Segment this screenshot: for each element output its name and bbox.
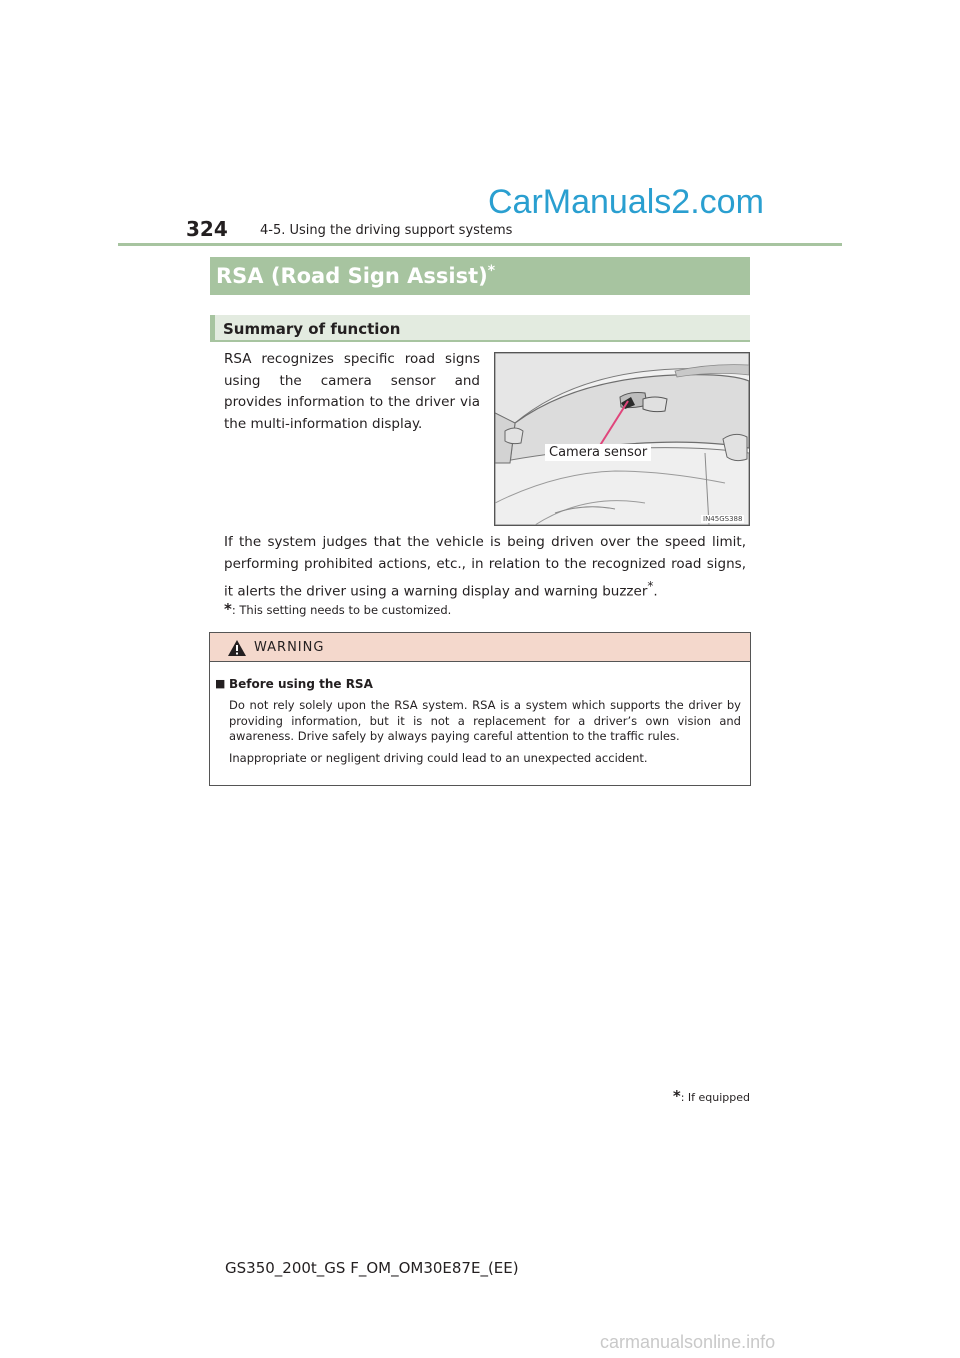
watermark-bottom: carmanualsonline.info <box>600 1332 776 1352</box>
watermark-logo: CarManuals2.com <box>488 183 764 221</box>
body-asterisk: * <box>647 579 654 593</box>
car-windshield-drawing <box>495 353 749 525</box>
warning-label: WARNING <box>254 640 325 655</box>
page-title-text: RSA (Road Sign Assist) <box>216 264 488 288</box>
warning-item-title: Before using the RSA <box>229 677 373 691</box>
equipped-footnote-asterisk: * <box>672 1087 681 1105</box>
equipped-footnote <box>673 1087 750 1105</box>
heading-asterisk: * <box>487 263 496 279</box>
subheading: Summary of function <box>223 320 401 338</box>
body-text: If the system judges that the vehicle is being driven over the speed limit, performing prohibited actions, etc., in relation to the recognized road signs, it alerts the driver using a warning display and warning buzzer <box>224 534 746 600</box>
customize-footnote-asterisk: * <box>224 600 232 618</box>
body-text-end: . <box>653 583 658 600</box>
customize-footnote <box>224 600 451 618</box>
figure-code: IN45GS388 <box>703 515 743 523</box>
document-code: GS350_200t_GS F_OM_OM30E87E_(EE) <box>225 1259 519 1277</box>
header-divider <box>118 243 842 246</box>
warning-bullet: ■ <box>215 677 226 690</box>
camera-sensor-illustration <box>494 352 750 526</box>
camera-sensor-label: Camera sensor <box>545 444 651 461</box>
intro-paragraph: RSA recognizes specific road signs using the camera sensor and provides information to the driver via the multi-information display. <box>224 351 480 432</box>
page-title <box>216 263 495 288</box>
equipped-footnote-text: : If equipped <box>680 1091 750 1104</box>
customize-footnote-text: : This setting needs to be customized. <box>231 603 452 617</box>
warning-triangle-icon <box>227 639 247 657</box>
section-title: 4-5. Using the driving support systems <box>260 223 513 238</box>
warning-paragraph-1: Do not rely solely upon the RSA system. RSA is a system which supports the driver by providing information, but it is not a replacement for a driver’s own vision and awareness. Drive safely by always paying careful attention to the traffic rules. <box>229 698 741 743</box>
page-number: 324 <box>186 217 228 241</box>
warning-paragraph-2: Inappropriate or negligent driving could lead to an unexpected accident. <box>229 751 648 765</box>
body-paragraph <box>224 531 746 603</box>
